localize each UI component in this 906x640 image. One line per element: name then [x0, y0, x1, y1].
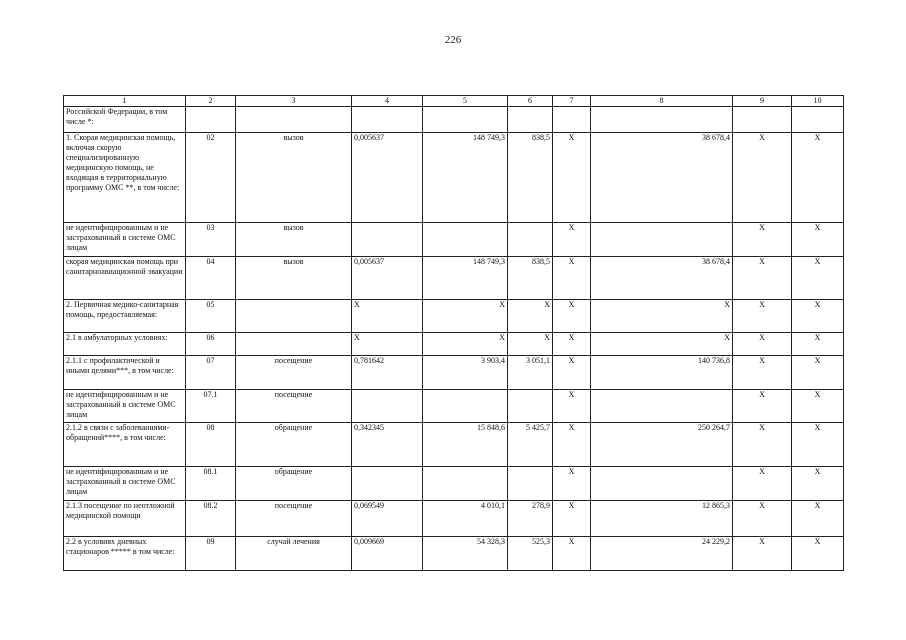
table-cell-col9: X	[733, 333, 792, 356]
table-cell-col1: 2.1 в амбулаторных условиях:	[64, 333, 186, 356]
table-cell-col6: 838,5	[508, 257, 553, 300]
table-row	[64, 300, 844, 333]
table-cell-col4: X	[352, 333, 423, 356]
table-cell-col9: X	[733, 257, 792, 300]
table-cell-col4: 0,005637	[352, 133, 423, 223]
table-cell-col2: 08	[186, 423, 236, 467]
table-cell-col10: X	[792, 333, 844, 356]
table-row	[64, 537, 844, 571]
table-cell-col8: X	[591, 333, 733, 356]
table-cell-col7: X	[553, 537, 591, 571]
table-cell-col6	[508, 390, 553, 423]
table-cell-col2: 06	[186, 333, 236, 356]
header-cell: 5	[423, 96, 508, 107]
table-cell-col10: X	[792, 390, 844, 423]
table-cell-col8	[591, 107, 733, 133]
table-cell-col5: 15 848,6	[423, 423, 508, 467]
table-cell-col4	[352, 107, 423, 133]
table-cell-col4	[352, 390, 423, 423]
table-cell-col10: X	[792, 423, 844, 467]
header-cell: 1	[64, 96, 186, 107]
table-cell-col8: 24 229,2	[591, 537, 733, 571]
table-cell-col8: 38 678,4	[591, 257, 733, 300]
header-cell: 8	[591, 96, 733, 107]
table-row	[64, 356, 844, 390]
table-cell-col7: X	[553, 257, 591, 300]
table-cell-col1: 2.1.2 в связи с заболеваниями-обращений****, в том числе:	[64, 423, 186, 467]
header-cell: 6	[508, 96, 553, 107]
table-cell-col6: 278,9	[508, 501, 553, 537]
table-cell-col2: 03	[186, 223, 236, 257]
table-cell-col10: X	[792, 537, 844, 571]
table-cell-col4: 0,342345	[352, 423, 423, 467]
table-cell-col3	[236, 107, 352, 133]
table-cell-col6: X	[508, 333, 553, 356]
table-cell-col9: X	[733, 300, 792, 333]
header-cell: 10	[792, 96, 844, 107]
table-cell-col3: случай лечения	[236, 537, 352, 571]
table-cell-col3: посещение	[236, 501, 352, 537]
table-cell-col1: не идентифицированным и не застрахованный в системе ОМС лицам	[64, 390, 186, 423]
table-cell-col2: 02	[186, 133, 236, 223]
table-cell-col7: X	[553, 423, 591, 467]
table-cell-col7: X	[553, 300, 591, 333]
table-row	[64, 133, 844, 223]
table-cell-col5	[423, 467, 508, 501]
table-cell-col1: не идентифицированным и не застрахованный в системе ОМС лицам	[64, 467, 186, 501]
table-cell-col4	[352, 467, 423, 501]
table-cell-col1: не идентифицированным и не застрахованный в системе ОМС лицам	[64, 223, 186, 257]
table-cell-col1: скорая медицинская помощь при санитарноавиационной эвакуации	[64, 257, 186, 300]
header-cell: 9	[733, 96, 792, 107]
table-cell-col4: 0,781642	[352, 356, 423, 390]
table-cell-col7: X	[553, 501, 591, 537]
table-cell-col3	[236, 300, 352, 333]
table-cell-col5	[423, 107, 508, 133]
table-cell-col5	[423, 223, 508, 257]
table-cell-col3: вызов	[236, 223, 352, 257]
table-cell-col3: вызов	[236, 257, 352, 300]
table-cell-col5: 3 903,4	[423, 356, 508, 390]
header-cell: 7	[553, 96, 591, 107]
table-cell-col9: X	[733, 133, 792, 223]
table-cell-col7: X	[553, 133, 591, 223]
table-cell-col2: 08.1	[186, 467, 236, 501]
table-cell-col6: 3 051,1	[508, 356, 553, 390]
header-cell: 2	[186, 96, 236, 107]
header-cell: 4	[352, 96, 423, 107]
table-cell-col10: X	[792, 356, 844, 390]
table-cell-col5: 148 749,3	[423, 257, 508, 300]
table-cell-col9: X	[733, 423, 792, 467]
table-cell-col8	[591, 390, 733, 423]
table-cell-col1: 2.1.1 с профилактической и иными целями***, в том числе:	[64, 356, 186, 390]
data-table	[63, 95, 844, 571]
table-cell-col5: X	[423, 333, 508, 356]
table-cell-col8: 12 865,3	[591, 501, 733, 537]
table-cell-col3: посещение	[236, 390, 352, 423]
table-row	[64, 107, 844, 133]
table-cell-col7: X	[553, 333, 591, 356]
table-cell-col4: 0,069549	[352, 501, 423, 537]
table-cell-col2: 07.1	[186, 390, 236, 423]
table-cell-col4: 0,005637	[352, 257, 423, 300]
table-cell-col9: X	[733, 501, 792, 537]
table-cell-col3: посещение	[236, 356, 352, 390]
table-cell-col5: 4 010,1	[423, 501, 508, 537]
table-cell-col7: X	[553, 467, 591, 501]
table-cell-col6	[508, 107, 553, 133]
table-cell-col5	[423, 390, 508, 423]
table-cell-col9	[733, 107, 792, 133]
table-cell-col5: X	[423, 300, 508, 333]
table-cell-col2: 07	[186, 356, 236, 390]
page-number: 226	[444, 34, 462, 46]
table-cell-col4: X	[352, 300, 423, 333]
table-cell-col9: X	[733, 390, 792, 423]
header-cell: 3	[236, 96, 352, 107]
table-cell-col3: вызов	[236, 133, 352, 223]
table-cell-col1: 2. Первичная медико-санитарная помощь, предоставляемая:	[64, 300, 186, 333]
table-cell-col3	[236, 333, 352, 356]
table-cell-col9: X	[733, 223, 792, 257]
table-cell-col6	[508, 223, 553, 257]
table-cell-col6: 525,3	[508, 537, 553, 571]
table-row	[64, 423, 844, 467]
table-cell-col4: 0,009669	[352, 537, 423, 571]
table-cell-col1: 2.1.3 посещение по неотложной медицинской помощи	[64, 501, 186, 537]
table-cell-col7: X	[553, 356, 591, 390]
table-cell-col7: X	[553, 390, 591, 423]
table-cell-col10: X	[792, 467, 844, 501]
header-row	[64, 96, 844, 107]
table-cell-col9: X	[733, 467, 792, 501]
table-cell-col10: X	[792, 300, 844, 333]
table-row	[64, 333, 844, 356]
table-cell-col10: X	[792, 223, 844, 257]
table-cell-col5: 148 749,3	[423, 133, 508, 223]
table-row	[64, 390, 844, 423]
table-cell-col2: 04	[186, 257, 236, 300]
table-cell-col9: X	[733, 356, 792, 390]
table-cell-col10: X	[792, 501, 844, 537]
table-cell-col1: 2.2 в условиях дневных стационаров ***** в том числе:	[64, 537, 186, 571]
table-cell-col8: 140 736,8	[591, 356, 733, 390]
table-row	[64, 467, 844, 501]
table-cell-col3: обращение	[236, 423, 352, 467]
table-cell-col6: 5 425,7	[508, 423, 553, 467]
table-cell-col10	[792, 107, 844, 133]
table-cell-col7: X	[553, 223, 591, 257]
table-cell-col2: 08.2	[186, 501, 236, 537]
table-cell-col2: 09	[186, 537, 236, 571]
table-cell-col8: 250 264,7	[591, 423, 733, 467]
table-cell-col8: 38 678,4	[591, 133, 733, 223]
table-cell-col2: 05	[186, 300, 236, 333]
table-cell-col8: X	[591, 300, 733, 333]
table-cell-col10: X	[792, 133, 844, 223]
table-cell-col1: Российской Федерации, в том числе *:	[64, 107, 186, 133]
table-cell-col1: 1. Скорая медицинская помощь, включая скорую специализированную медицинскую помощь, не входящая в территориальную программу ОМС **, в том числе:	[64, 133, 186, 223]
table-cell-col7	[553, 107, 591, 133]
table-cell-col6: X	[508, 300, 553, 333]
table-cell-col9: X	[733, 537, 792, 571]
table-row	[64, 501, 844, 537]
table-cell-col10: X	[792, 257, 844, 300]
table-row	[64, 223, 844, 257]
table-row	[64, 257, 844, 300]
table-cell-col8	[591, 223, 733, 257]
table-cell-col6: 838,5	[508, 133, 553, 223]
table-cell-col2	[186, 107, 236, 133]
table-cell-col4	[352, 223, 423, 257]
table-cell-col6	[508, 467, 553, 501]
table-cell-col8	[591, 467, 733, 501]
table-cell-col5: 54 328,3	[423, 537, 508, 571]
table-cell-col3: обращение	[236, 467, 352, 501]
